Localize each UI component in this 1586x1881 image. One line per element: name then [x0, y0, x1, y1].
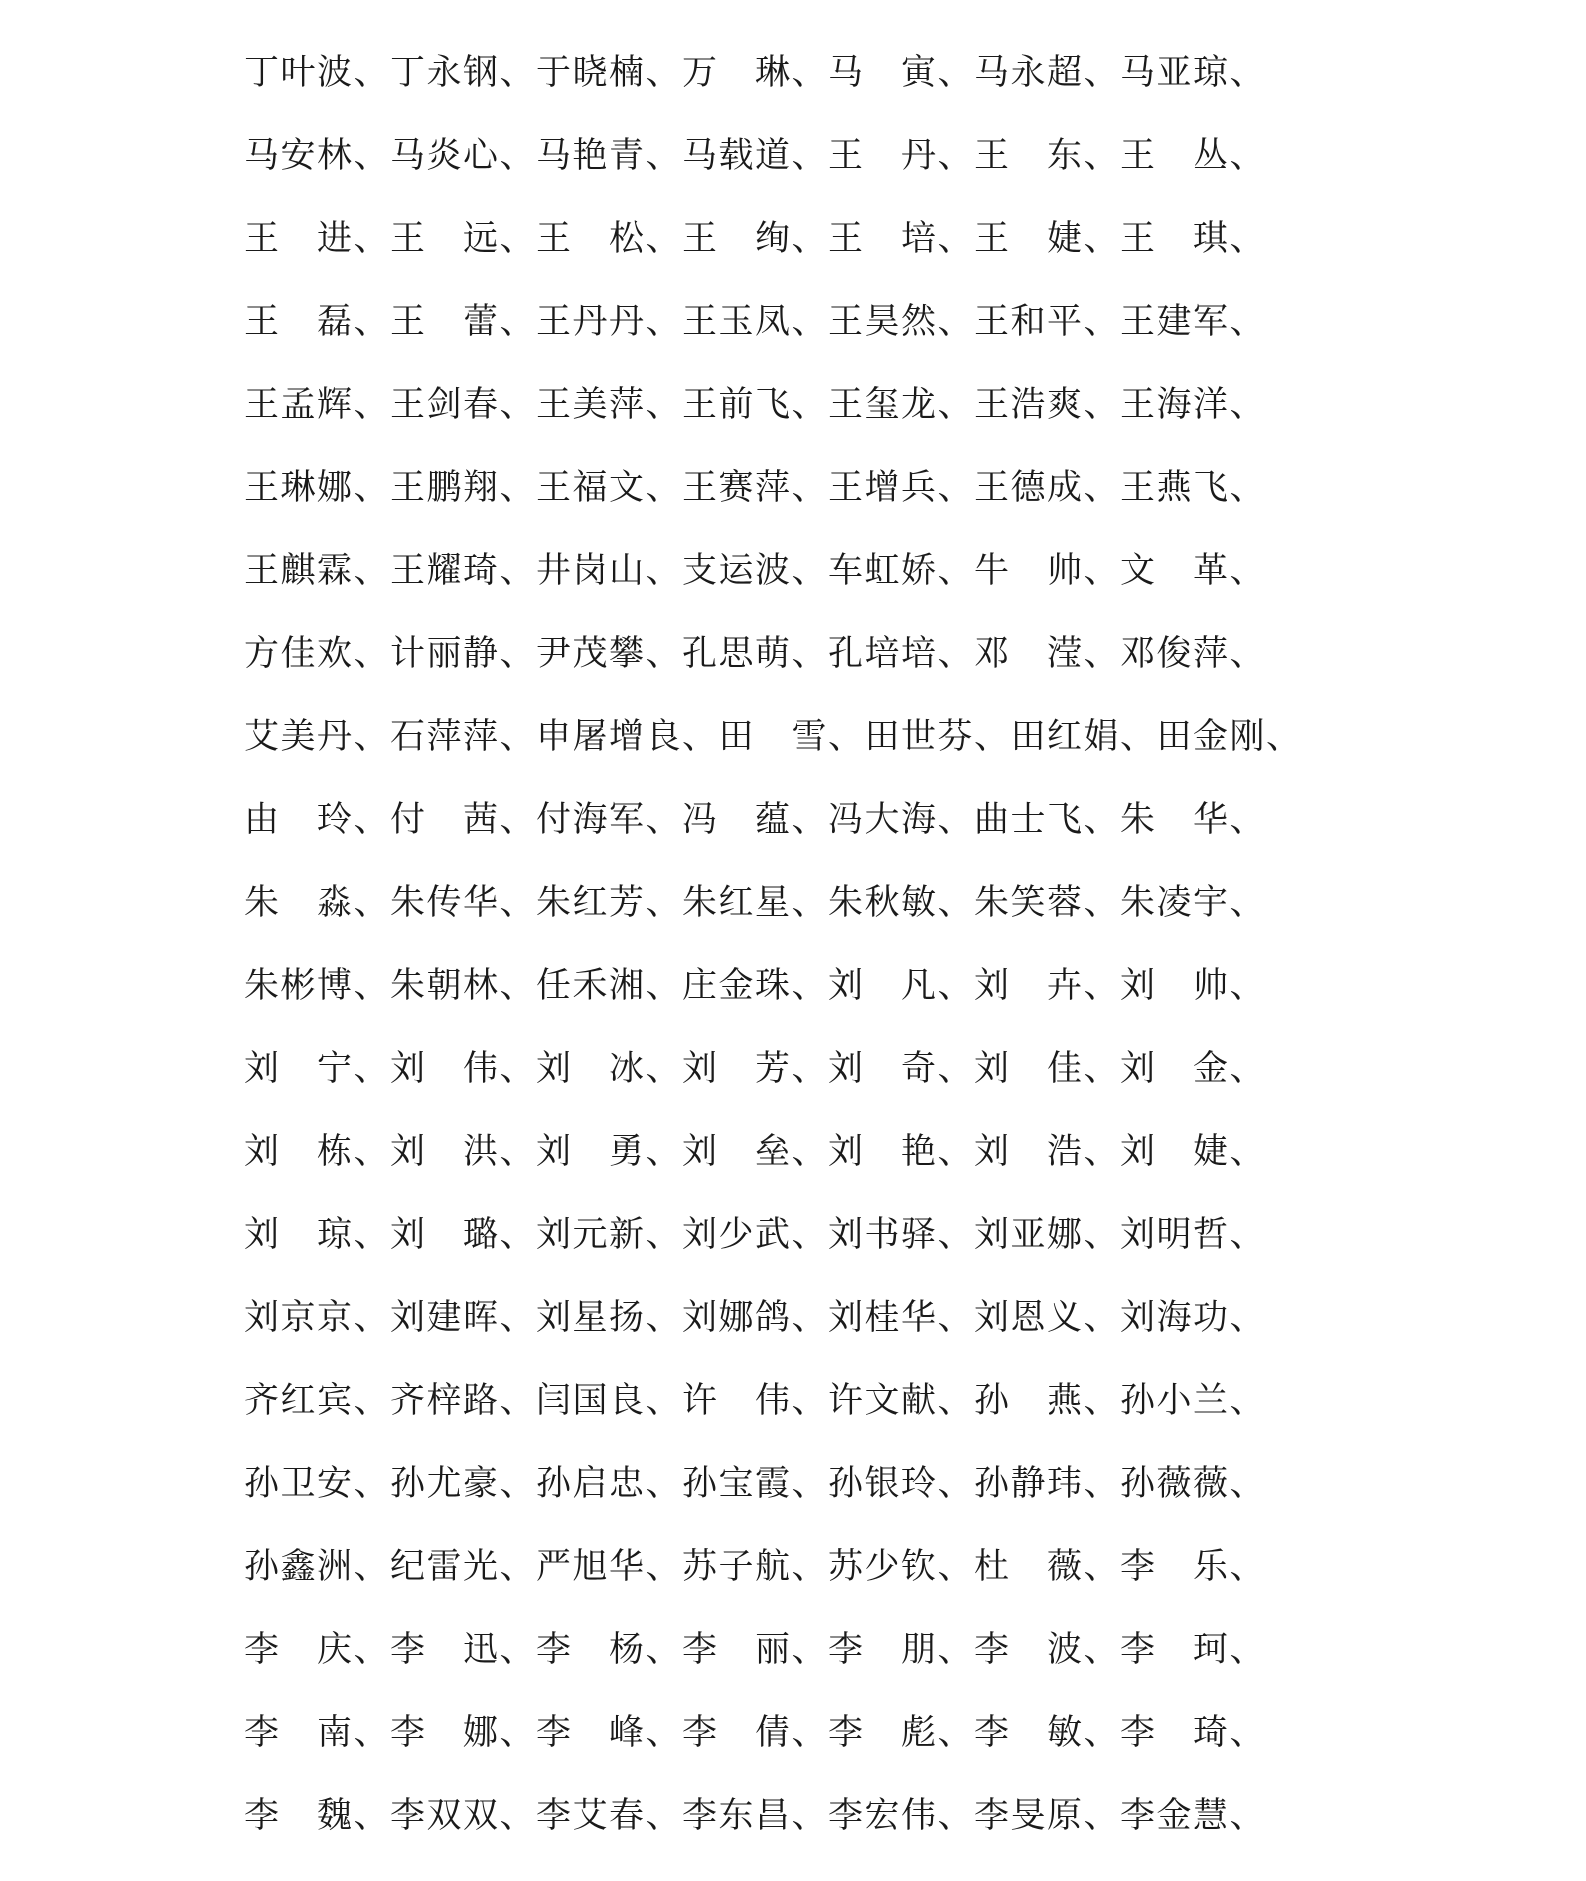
- name-line: 王 磊、王 蕾、王丹丹、王玉凤、王昊然、王和平、王建军、: [244, 302, 1267, 342]
- name-line: 李 魏、李双双、李艾春、李东昌、李宏伟、李旻原、李金慧、: [244, 1796, 1267, 1836]
- name-line: 孙卫安、孙尤豪、孙启忠、孙宝霞、孙银玲、孙静玮、孙薇薇、: [244, 1464, 1267, 1504]
- name-line: 齐红宾、齐梓路、闫国良、许 伟、许文献、孙 燕、孙小兰、: [244, 1381, 1267, 1421]
- name-line: 王孟辉、王剑春、王美萍、王前飞、王玺龙、王浩爽、王海洋、: [244, 385, 1267, 425]
- name-line: 朱彬博、朱朝林、任禾湘、庄金珠、刘 凡、刘 卉、刘 帅、: [244, 966, 1267, 1006]
- name-line: 方佳欢、计丽静、尹茂攀、孔思萌、孔培培、邓 滢、邓俊萍、: [244, 634, 1267, 674]
- name-line: 李 南、李 娜、李 峰、李 倩、李 彪、李 敏、李 琦、: [244, 1713, 1267, 1753]
- name-line: 孙鑫洲、纪雷光、严旭华、苏子航、苏少钦、杜 薇、李 乐、: [244, 1547, 1267, 1587]
- name-line: 马安林、马炎心、马艳青、马载道、王 丹、王 东、王 丛、: [244, 136, 1267, 176]
- name-line: 刘 栋、刘 洪、刘 勇、刘 垒、刘 艳、刘 浩、刘 婕、: [244, 1132, 1267, 1172]
- name-line: 刘京京、刘建晖、刘星扬、刘娜鸽、刘桂华、刘恩义、刘海功、: [244, 1298, 1267, 1338]
- name-line: 朱 淼、朱传华、朱红芳、朱红星、朱秋敏、朱笑蓉、朱凌宇、: [244, 883, 1267, 923]
- name-line: 由 玲、付 茜、付海军、冯 蕴、冯大海、曲士飞、朱 华、: [244, 800, 1267, 840]
- name-line: 刘 琼、刘 璐、刘元新、刘少武、刘书驿、刘亚娜、刘明哲、: [244, 1215, 1267, 1255]
- name-line: 李 庆、李 迅、李 杨、李 丽、李 朋、李 波、李 珂、: [244, 1630, 1267, 1670]
- name-line: 刘 宁、刘 伟、刘 冰、刘 芳、刘 奇、刘 佳、刘 金、: [244, 1049, 1267, 1089]
- name-line: 王 进、王 远、王 松、王 绚、王 培、王 婕、王 琪、: [244, 219, 1267, 259]
- name-line: 王琳娜、王鹏翔、王福文、王赛萍、王增兵、王德成、王燕飞、: [244, 468, 1267, 508]
- name-line: 艾美丹、石萍萍、申屠增良、田 雪、田世芬、田红娟、田金刚、: [244, 717, 1303, 757]
- name-list: [244, 44, 1364, 1870]
- name-line: 王麒霖、王耀琦、井岗山、支运波、车虹娇、牛 帅、文 革、: [244, 551, 1267, 591]
- name-line: 丁叶波、丁永钢、于晓楠、万 琳、马 寅、马永超、马亚琼、: [244, 53, 1267, 93]
